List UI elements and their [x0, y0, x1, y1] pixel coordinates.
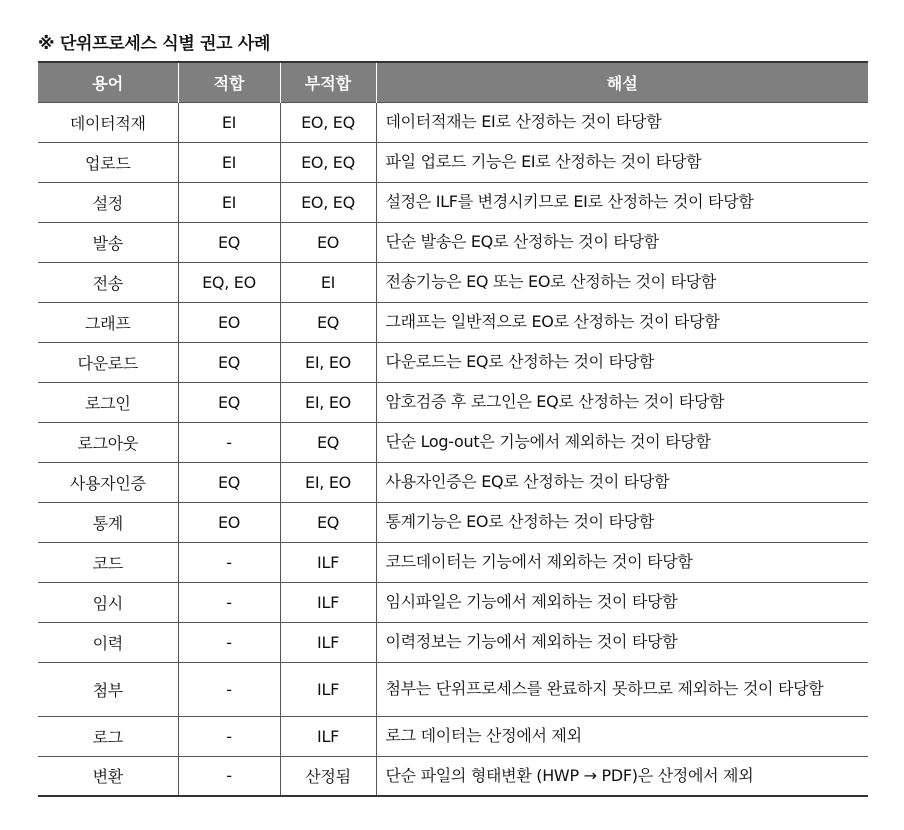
table-row: [38, 462, 868, 502]
section-title: ※ 단위프로세스 식별 권고 사례: [38, 34, 271, 54]
fit-cell: EQ: [178, 462, 280, 502]
unfit-cell: EQ: [280, 502, 376, 542]
unfit-cell: ILF: [280, 622, 376, 662]
table-row: [38, 542, 868, 582]
unit-process-table: [38, 61, 868, 797]
fit-cell: -: [178, 622, 280, 662]
header-unfit: 부적합: [280, 62, 376, 102]
unfit-cell: ILF: [280, 542, 376, 582]
term-cell: 로그아웃: [77, 433, 139, 453]
table-row: [38, 502, 868, 542]
table-row: [38, 582, 868, 622]
header-fit: 적합: [178, 62, 280, 102]
fit-cell: EO: [178, 502, 280, 542]
description-cell: 데이터적재는 EI로 산정하는 것이 타당함: [376, 102, 868, 142]
term-cell: 다운로드: [77, 353, 139, 373]
description-cell: 설정은 ILF를 변경시키므로 EI로 산정하는 것이 타당함: [376, 182, 868, 222]
description-cell: 파일 업로드 기능은 EI로 산정하는 것이 타당함: [376, 142, 868, 182]
unfit-cell: ILF: [280, 716, 376, 756]
term-cell: 로그인: [85, 393, 131, 413]
unfit-cell: EO, EQ: [280, 102, 376, 142]
term-cell: 설정: [92, 193, 123, 213]
fit-cell: EO: [178, 302, 280, 342]
unfit-cell: EI, EO: [280, 462, 376, 502]
fit-cell: EI: [178, 142, 280, 182]
fit-cell: EI: [178, 182, 280, 222]
description-cell: 그래프는 일반적으로 EO로 산정하는 것이 타당함: [376, 302, 868, 342]
description-cell: 암호검증 후 로그인은 EQ로 산정하는 것이 타당함: [376, 382, 868, 422]
term-cell: 사용자인증: [69, 473, 146, 493]
description-cell: 사용자인증은 EQ로 산정하는 것이 타당함: [376, 462, 868, 502]
description-cell: 단순 파일의 형태변환 (HWP → PDF)은 산정에서 제외: [376, 756, 868, 796]
description-cell: 다운로드는 EQ로 산정하는 것이 타당함: [376, 342, 868, 382]
description-cell: 코드데이터는 기능에서 제외하는 것이 타당함: [376, 542, 868, 582]
term-cell: 그래프: [85, 313, 131, 333]
fit-cell: EQ: [178, 222, 280, 262]
fit-cell: EI: [178, 102, 280, 142]
unfit-cell: EO: [280, 222, 376, 262]
unfit-cell: EQ: [280, 422, 376, 462]
table-row: [38, 382, 868, 422]
term-cell: 첨부: [92, 680, 123, 700]
term-cell: 로그: [92, 727, 123, 747]
fit-cell: EQ: [178, 382, 280, 422]
description-cell: 첨부는 단위프로세스를 완료하지 못하므로 제외하는 것이 타당함: [376, 662, 868, 716]
description-cell: 이력정보는 기능에서 제외하는 것이 타당함: [376, 622, 868, 662]
table-row: [38, 422, 868, 462]
unfit-cell: EQ: [280, 302, 376, 342]
table-row: [38, 302, 868, 342]
table-row: [38, 222, 868, 262]
description-cell: 단순 Log-out은 기능에서 제외하는 것이 타당함: [376, 422, 868, 462]
fit-cell: -: [178, 582, 280, 622]
unfit-cell: ILF: [280, 582, 376, 622]
term-cell: 임시: [92, 593, 123, 613]
fit-cell: -: [178, 662, 280, 716]
term-cell: 데이터적재: [69, 113, 146, 133]
fit-cell: EQ: [178, 342, 280, 382]
table-row: [38, 622, 868, 662]
unfit-cell: EI, EO: [280, 342, 376, 382]
table-row: [38, 142, 868, 182]
term-cell: 코드: [92, 553, 123, 573]
term-cell: 업로드: [85, 153, 131, 173]
term-cell: 발송: [92, 233, 123, 253]
unfit-cell: EO, EQ: [280, 182, 376, 222]
table-row: [38, 756, 868, 796]
fit-cell: -: [178, 756, 280, 796]
unfit-cell: EI: [280, 262, 376, 302]
description-cell: 임시파일은 기능에서 제외하는 것이 타당함: [376, 582, 868, 622]
description-cell: 단순 발송은 EQ로 산정하는 것이 타당함: [376, 222, 868, 262]
fit-cell: EQ, EO: [178, 262, 280, 302]
header-term: 용어: [38, 62, 178, 102]
unfit-cell: EO, EQ: [280, 142, 376, 182]
header-description: 해설: [376, 62, 868, 102]
term-cell: 전송: [92, 273, 123, 293]
fit-cell: -: [178, 716, 280, 756]
description-cell: 전송기능은 EQ 또는 EO로 산정하는 것이 타당함: [376, 262, 868, 302]
table-row: [38, 262, 868, 302]
unfit-cell: 산정됨: [280, 756, 376, 796]
unfit-cell: EI, EO: [280, 382, 376, 422]
table-row: [38, 342, 868, 382]
table-row: [38, 182, 868, 222]
table-row: [38, 662, 868, 716]
unfit-cell: ILF: [280, 662, 376, 716]
description-cell: 통계기능은 EO로 산정하는 것이 타당함: [376, 502, 868, 542]
term-cell: 변환: [92, 767, 123, 787]
term-cell: 이력: [92, 633, 123, 653]
table-row: [38, 102, 868, 142]
fit-cell: -: [178, 542, 280, 582]
table-row: [38, 716, 868, 756]
fit-cell: -: [178, 422, 280, 462]
description-cell: 로그 데이터는 산정에서 제외: [376, 716, 868, 756]
term-cell: 통계: [92, 513, 123, 533]
table-header-row: [38, 62, 868, 102]
